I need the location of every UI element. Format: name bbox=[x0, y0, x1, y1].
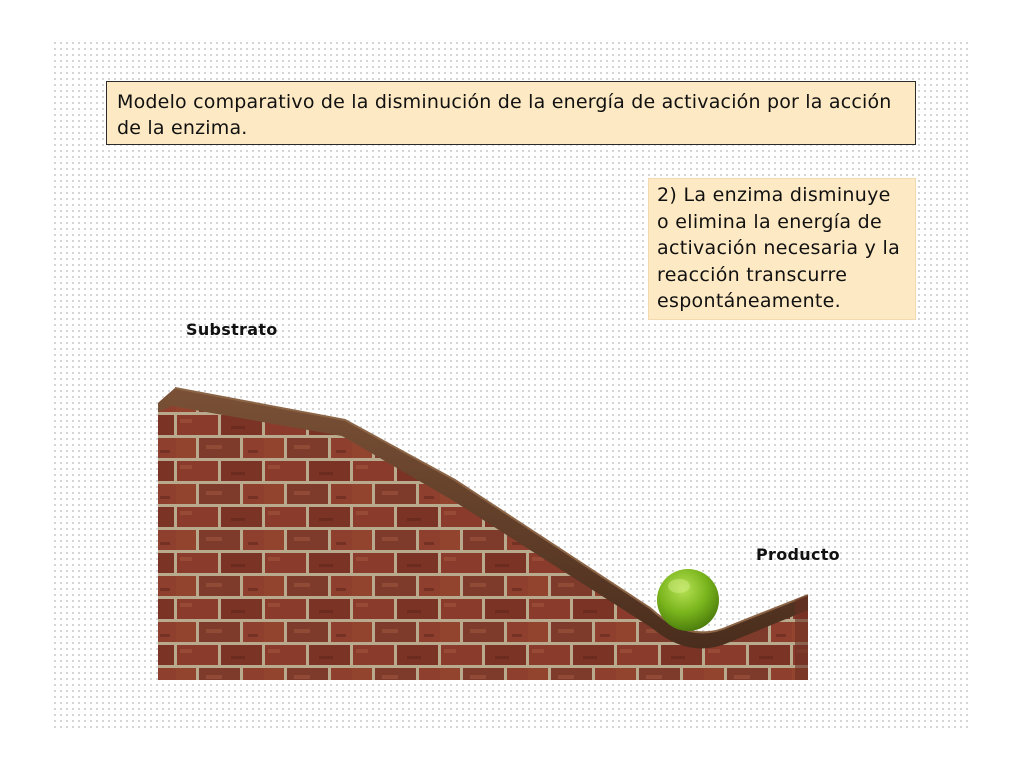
wall-end-cap bbox=[795, 595, 808, 680]
ball-shine bbox=[668, 579, 690, 593]
title-box: Modelo comparativo de la disminución de la energía de activación por la acción de la enzima. bbox=[106, 81, 916, 145]
ball-icon bbox=[657, 569, 719, 631]
product-label: Producto bbox=[756, 545, 840, 564]
explanation-note: 2) La enzima disminuye o elimina la energía de activación necesaria y la reacción transcurre espontáneamente. bbox=[648, 178, 916, 320]
substrate-label: Substrato bbox=[186, 320, 278, 339]
